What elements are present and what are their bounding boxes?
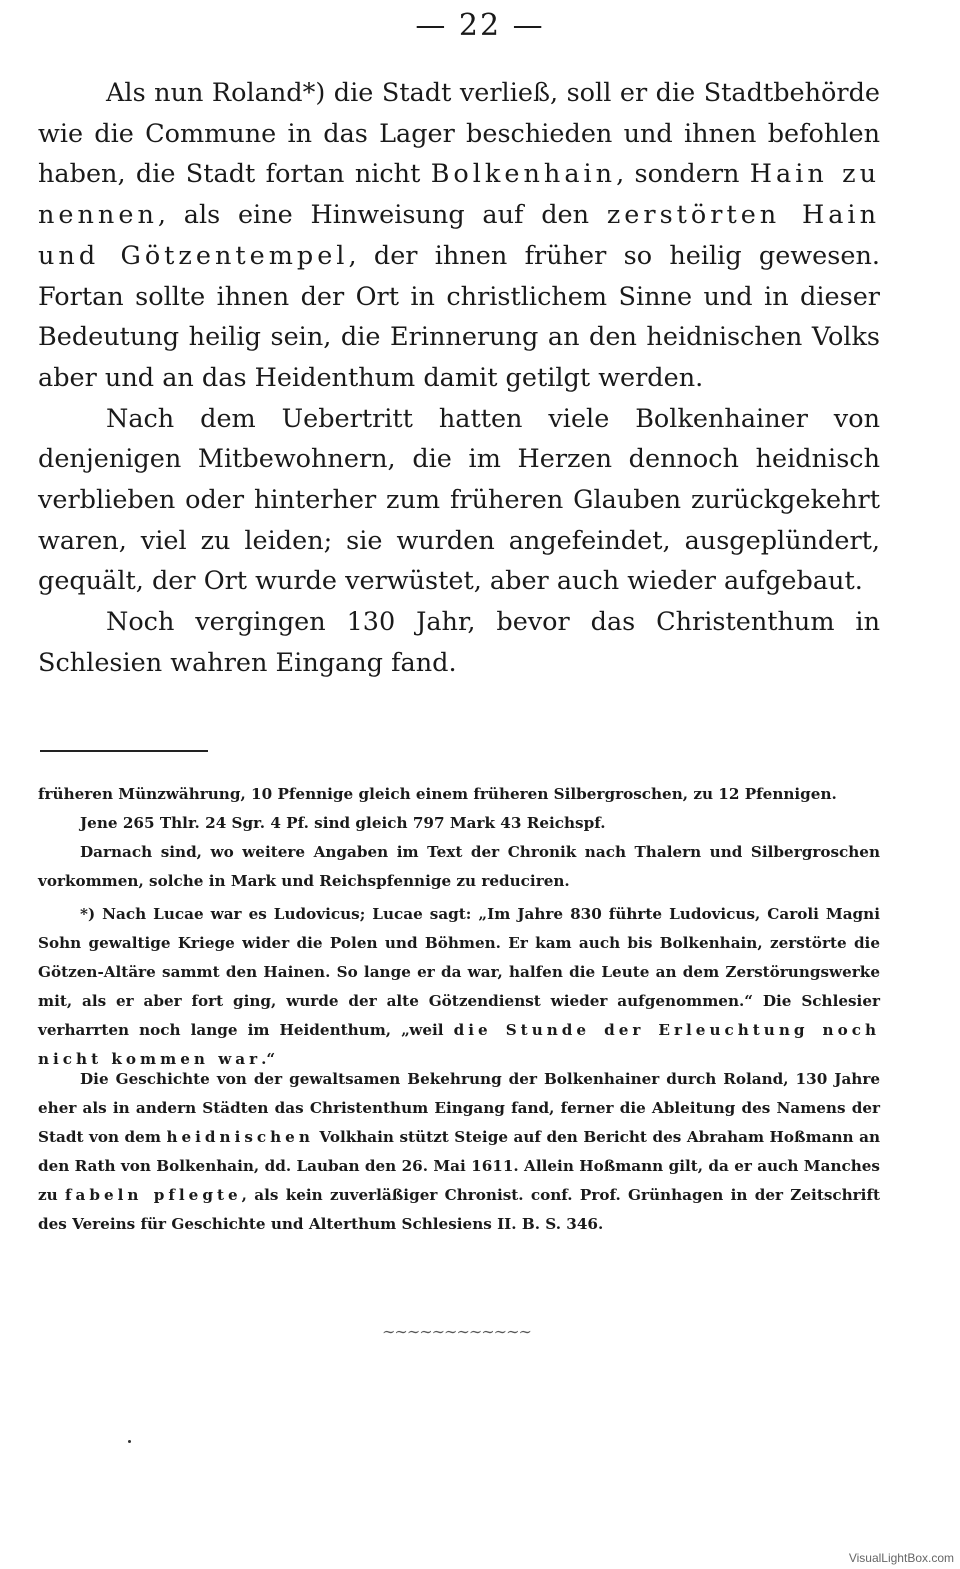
spaced-word-hain: Hain zu nennen <box>38 159 880 231</box>
paragraph-3: Noch vergingen 130 Jahr, bevor das Christenthum in Schlesien wahren Eingang fand. <box>38 607 880 678</box>
footnote-paragraph <box>38 900 880 1074</box>
footnote-history-part-1: Die Geschichte von der gewaltsamen Bekehrung der Bolkenhainer durch Roland, 130 Jahre eher als in andern Städten das Christenthum Eingang fand, ferner die Ableitung des Namens der Stadt von dem <box>38 1070 880 1146</box>
spaced-word-goetzentempel: zerstörten Hain und Götzentempel <box>38 200 880 271</box>
footnote-roland-spaced: die Stunde der Erleuchtung noch nicht kommen war <box>38 1021 881 1068</box>
footnote-history-spaced-2: fabeln pflegte <box>64 1186 242 1204</box>
footnote-roland-text: *) Nach Lucae war es Ludovicus; Lucae sagt: „Im Jahre 830 führte Ludovicus, Caroli Magni Sohn gewaltige Kriege wider die Polen und Böhmen. Er kam auch bis Bolkenhain, zerstörte die Götzen-Altäre sammt den Hainen. So lange er da war, halfen die Leute an dem Zerstörungswerke mit, als er aber fort ging, wurde der alte Götzendienst wieder aufgenommen.“ Die Schlesier verharrten noch lange im Heidenthum, „weil <box>38 905 880 1039</box>
footnote-rule <box>40 750 208 752</box>
paragraph-1-part-3: , als eine Hinweisung auf den <box>157 200 607 231</box>
footnote-history-part-2: Volkhain stützt Steige auf den Bericht des Abraham Hoßmann an den Rath von Bolkenhain, dd. Lauban den 26. Mai 1611. Allein Hoßmann gilt, da er auch Manches zu <box>38 1128 880 1204</box>
ornament-divider: ∼∼∼∼∼∼∼∼∼∼∼∼ <box>382 1322 531 1341</box>
paragraph-1-part-4: , der ihnen früher so heilig gewesen. Fortan sollte ihnen der Ort in christlichem Sinne und in dieser Bedeutung heilig sein, die Erinnerung an den heidnischen Volks aber und an das Heidenthum damit getilgt werden. <box>38 240 880 393</box>
footnote-roland-end: .“ <box>261 1050 276 1068</box>
footnote-line: Jene 265 Thlr. 24 Sgr. 4 Pf. sind gleich 797 Mark 43 Reichspf. <box>80 814 606 832</box>
footnote-history-spaced-1: heidnischen <box>166 1128 314 1146</box>
scan-speck <box>128 1440 131 1443</box>
footnote-roland <box>38 900 880 1074</box>
main-text <box>38 73 880 684</box>
footnote-history-part-3: , als kein zuverläßiger Chronist. conf. Prof. Grünhagen in der Zeitschrift des Vereins für Geschichte und Alterthum Schlesiens II. B. S. 346. <box>38 1186 880 1233</box>
paragraph-1 <box>38 73 880 399</box>
paragraph-2: Nach dem Uebertritt hatten viele Bolkenhainer von denjenigen Mitbewohnern, die im Herzen dennoch heidnisch verblieben oder hinterher zum früheren Glauben zurückgekehrt waren, viel zu leiden; sie wurden angefeindet, ausgeplündert, gequält, der Ort wurde verwüstet, aber auch wieder aufgebaut. <box>38 403 880 597</box>
watermark: VisualLightBox.com <box>848 1551 954 1565</box>
paragraph-1-part-2: , sondern <box>616 159 750 190</box>
spaced-word-bolkenhain: Bolkenhain <box>430 159 617 190</box>
footnote-currency <box>38 780 880 896</box>
paragraph-1-part-1: Als nun Roland*) die Stadt verließ, soll er die Stadtbehörde wie die Commune in das Lager beschieden und ihnen befohlen haben, die Stadt fortan nicht <box>38 78 880 190</box>
page-number: — 22 — <box>415 8 545 43</box>
footnote-paragraph <box>38 1065 880 1239</box>
footnote-line: früheren Münzwährung, 10 Pfennige gleich einem früheren Silbergroschen, zu 12 Pfennigen. <box>38 785 837 803</box>
footnote-line: Darnach sind, wo weitere Angaben im Text der Chronik nach Thalern und Silbergroschen vorkommen, solche in Mark und Reichspfennige zu reduciren. <box>38 843 880 890</box>
footnote-history <box>38 1065 880 1239</box>
